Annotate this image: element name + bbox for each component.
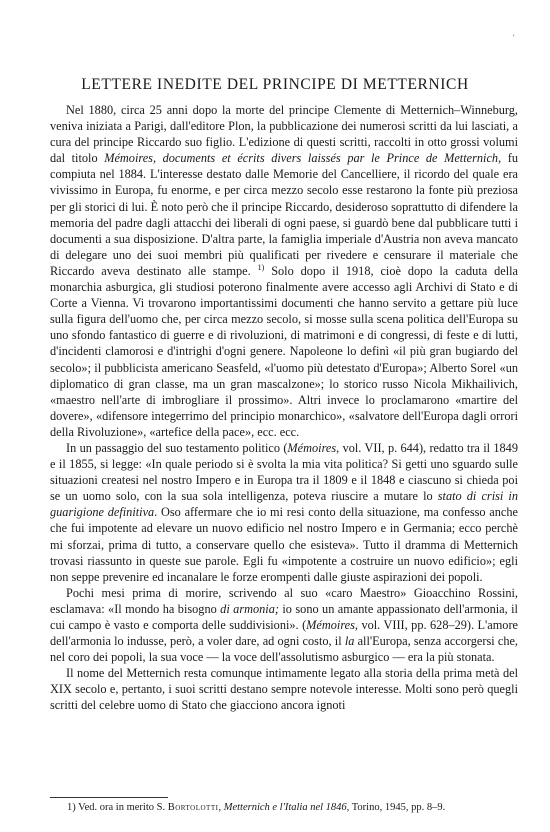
document-body bbox=[50, 102, 518, 714]
paragraph-3: Pochi mesi prima di morire, scrivendo al suo «caro Maestro» Gioacchino Rossini, esclamava: «Il mondo ha bisogno di armonia; io sono un amante appassionato dell'armonia, il cui campo è vasto e comporta delle suddivisioni». (Mémoires, vol. VIII, pp. 628–29). L'amore dell'armonia lo indusse, però, a voler dare, ad ogni costo, il la all'Europa, senza accorgersi che, nel coro dei popoli, la sua voce — la voce dell'assolutismo asburgico — era la più stonata. bbox=[50, 585, 518, 665]
footnote: 1) Ved. ora in merito S. Bortolotti, Metternich e l'Italia nel 1846, Torino, 1945, pp. 8–9. bbox=[67, 802, 446, 813]
footnote-divider bbox=[50, 797, 168, 798]
footnote-work-title: Metternich e l'Italia nel 1846 bbox=[223, 802, 347, 813]
paragraph-1: Nel 1880, circa 25 anni dopo la morte del principe Clemente di Metternich–Winneburg, veniva iniziata a Parigi, dall'editore Plon, la pubblicazione dei numerosi scritti da lui lasciati, a cura del principe Riccardo suo figlio. L'edizione di questi scritti, raccolti in otto grossi volumi dal titolo Mémoires, documents et écrits divers laissés par le Prince de Metternich, fu compiuta nel 1884. L'interesse destato dalle Memorie del Cancelliere, il ricordo del quale era vivissimo in Europa, fu enorme, e per circa mezzo secolo esse restarono la fonte più preziosa per gli storici di lui. È noto però che il principe Riccardo, desideroso soprattutto di difendere la memoria del padre dagli attacchi dei liberali di ogni paese, si guardò bene dal pubblicare tutti i documenti a sua disposizione. D'altra parte, la famiglia imperiale d'Austria non aveva mancato di delegare uno dei suoi membri più qualificati per rivedere e censurare il materiale che Riccardo aveva destinato alle stampe. $^{1)}$ Solo dopo il 1918, cioè dopo la caduta della monarchia asburgica, gli studiosi poterono finalmente avere accesso agli Archivi di Stato e di Corte a Vienna. Vi trovarono importantissimi documenti che hanno servito a gettare più luce sulla figura dell'uomo che, per circa mezzo secolo, si mosse sulla scena politica dell'Europa su uno sfondo fantastico di guerre e di rivoluzioni, di matrimoni e di congressi, di feste e di lutti, d'incidenti clamorosi e d'intrighi d'ogni genere. Napoleone lo definì «il più gran bugiardo del secolo»; il pubblicista americano Seasfeld, «l'uomo più detestato d'Europa»; Alberto Sorel «un diplomatico di gran classe, ma un gran mascalzone»; lo storico russo Nicola Mikhailivich, «maestro nell'arte di imbrogliare il prossimo». Altri invece lo proclamarono «martire del dovere», «difensore integerrimo del principio monarchico», «salvatore dell'Europa dagli orrori della Rivoluzione», «artefice della pace», ecc. ecc. bbox=[50, 103, 518, 439]
footnote-reference: 1) bbox=[257, 262, 265, 272]
page-title: LETTERE INEDITE DEL PRINCIPE DI METTERNICH bbox=[81, 76, 469, 93]
paragraph-4: Il nome del Metternich resta comunque intimamente legato alla storia della prima metà del XIX secolo e, pertanto, i suoi scritti destano sempre notevole interesse. Molti sono però quegli scritti del celebre uomo di Stato che giacciono ancora ignoti bbox=[50, 666, 518, 713]
footnote-author: Bortolotti bbox=[167, 802, 219, 813]
paragraph-2: In un passaggio del suo testamento politico (Mémoires, vol. VII, p. 644), redatto tra il 1849 e il 1855, si legge: «In quale periodo si è svolta la mia vita politica? Si getti uno sguardo sulle situazioni createsi nel nostro Impero e in Europa tra il 1809 e il 1848 e ciascuno si chieda poi se un uomo solo, con la sua sola intelligenza, poteva riuscire a mutare lo stato di crisi in guarigione definitiva. Oso affermare che io mi resi conto della situazione, ma confesso anche che fui impotente ad elevare un nuovo edificio nel nostro Impero e in Germania; ecco perchè mi sforzai, prima di tutto, a conservare quello che esisteva». Tutto il dramma di Metternich trovasi riassunto in queste sue parole. Egli fu «impotente a costruire un nuovo edificio»; egli non seppe prevenire ed incanalare le forze erompenti dalle giuste aspirazioni dei popoli. bbox=[50, 440, 518, 584]
footnote-mark: 1) bbox=[67, 802, 76, 813]
page-mark: ' bbox=[513, 33, 515, 42]
